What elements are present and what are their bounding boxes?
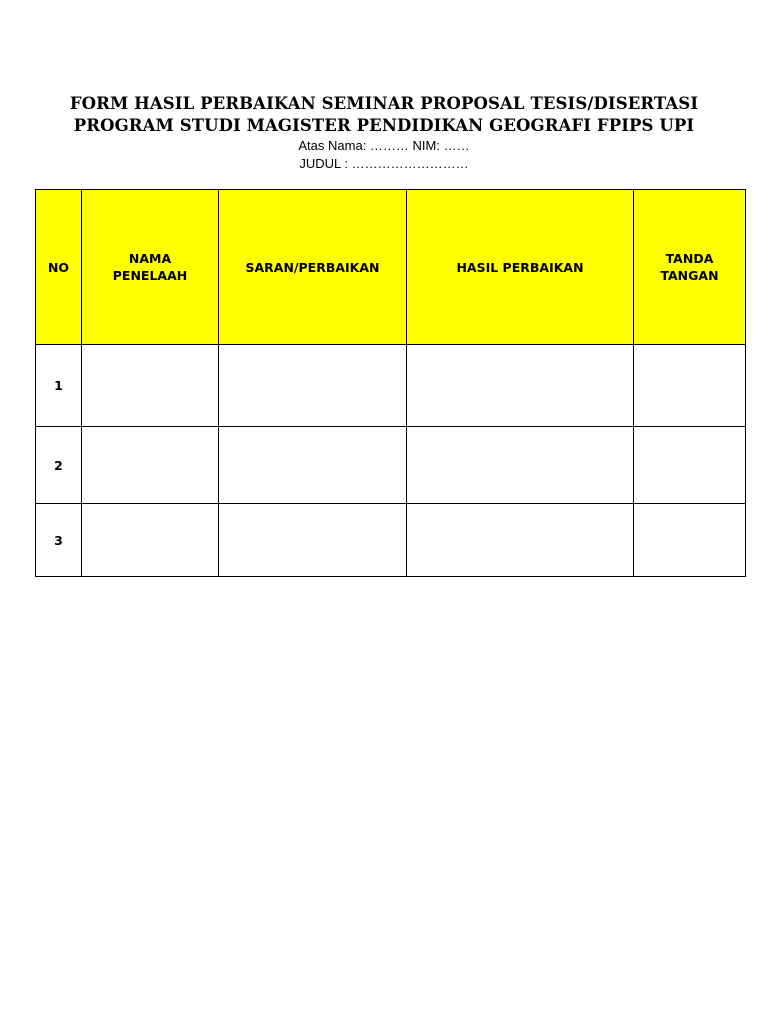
form-title: FORM HASIL PERBAIKAN SEMINAR PROPOSAL TESIS/DISERTASI — [69, 94, 699, 113]
program-title: PROGRAM STUDI MAGISTER PENDIDIKAN GEOGRAFI FPIPS UPI — [73, 116, 695, 135]
header-tanda-tangan — [634, 190, 746, 345]
header-tanda-label-2: TANGAN — [660, 268, 719, 283]
tanda-cell[interactable] — [634, 504, 746, 577]
header-no-label: NO — [47, 259, 70, 275]
table-row — [36, 504, 746, 577]
header-nama-penelaah — [82, 190, 219, 345]
hasil-cell[interactable] — [407, 427, 634, 504]
row-number: 3 — [36, 504, 82, 577]
header-tanda-label-1: TANDA — [665, 251, 714, 266]
header-nama-label-1: NAMA — [128, 251, 172, 266]
hasil-cell[interactable] — [407, 345, 634, 427]
judul-line: JUDUL : ……………………… — [299, 156, 469, 171]
nama-cell[interactable] — [82, 427, 219, 504]
header-saran-label: SARAN/PERBAIKAN — [245, 259, 380, 275]
revision-table — [35, 189, 746, 577]
saran-cell[interactable] — [219, 504, 407, 577]
header-hasil-perbaikan — [407, 190, 634, 345]
table-row — [36, 345, 746, 427]
table-header-row — [36, 190, 746, 345]
tanda-cell[interactable] — [634, 427, 746, 504]
header-no — [36, 190, 82, 345]
header-nama-label-2: PENELAAH — [112, 268, 188, 283]
saran-cell[interactable] — [219, 427, 407, 504]
table-row — [36, 427, 746, 504]
row-number: 1 — [36, 345, 82, 427]
row-number: 2 — [36, 427, 82, 504]
hasil-cell[interactable] — [407, 504, 634, 577]
nama-cell[interactable] — [82, 504, 219, 577]
nama-cell[interactable] — [82, 345, 219, 427]
tanda-cell[interactable] — [634, 345, 746, 427]
header-saran-perbaikan — [219, 190, 407, 345]
name-nim-line: Atas Nama: ……… NIM: …… — [298, 138, 470, 153]
header-hasil-label: HASIL PERBAIKAN — [456, 259, 584, 275]
saran-cell[interactable] — [219, 345, 407, 427]
